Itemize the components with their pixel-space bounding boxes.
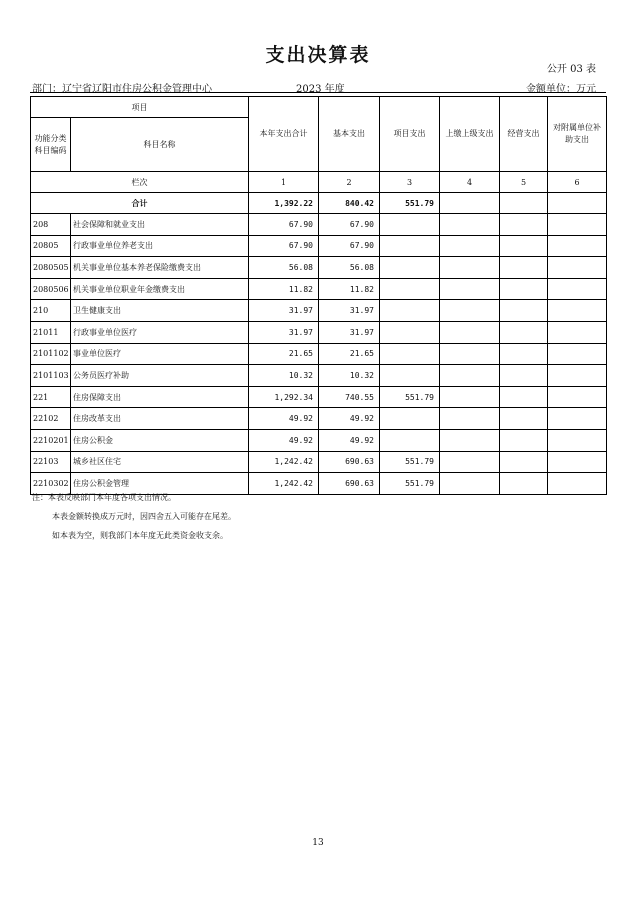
row-name: 机关事业单位基本养老保险缴费支出	[71, 257, 249, 279]
row-code: 22102	[31, 408, 71, 430]
row-project	[380, 321, 440, 343]
row-name: 卫生健康支出	[71, 300, 249, 322]
row-name: 行政事业单位养老支出	[71, 235, 249, 257]
empty-cell	[440, 193, 500, 214]
row-name: 住房保障支出	[71, 386, 249, 408]
row-project: 551.79	[380, 473, 440, 495]
row-code: 20805	[31, 235, 71, 257]
table-row	[31, 300, 607, 322]
row-basic: 56.08	[319, 257, 380, 279]
row-code: 2210201	[31, 429, 71, 451]
col-num: 3	[380, 172, 440, 193]
row-code: 221	[31, 386, 71, 408]
row-project	[380, 257, 440, 279]
row-name: 事业单位医疗	[71, 343, 249, 365]
row-basic: 690.63	[319, 451, 380, 473]
row-code: 2080506	[31, 278, 71, 300]
table-row	[31, 343, 607, 365]
row-basic: 31.97	[319, 300, 380, 322]
table-row	[31, 451, 607, 473]
row-project	[380, 235, 440, 257]
row-upload	[440, 343, 500, 365]
row-name: 住房公积金	[71, 429, 249, 451]
note-line: 如本表为空，则我部门本年度无此类资金收支余。	[52, 531, 228, 540]
row-total: 31.97	[249, 300, 319, 322]
row-business	[500, 451, 548, 473]
row-business	[500, 300, 548, 322]
total-value: 1,392.22	[249, 193, 319, 214]
page-number: 13	[312, 838, 324, 848]
row-name: 住房改革支出	[71, 408, 249, 430]
basic-header: 基本支出	[319, 97, 380, 172]
column-number-row	[31, 172, 607, 193]
row-project	[380, 300, 440, 322]
row-business	[500, 278, 548, 300]
item-group-header: 项目	[31, 97, 249, 118]
table-row	[31, 235, 607, 257]
table-row	[31, 278, 607, 300]
row-upload	[440, 300, 500, 322]
row-upload	[440, 278, 500, 300]
row-label-cell: 栏次	[31, 172, 249, 193]
row-name: 行政事业单位医疗	[71, 321, 249, 343]
total-label: 合计	[31, 193, 249, 214]
row-total: 56.08	[249, 257, 319, 279]
row-basic: 49.92	[319, 429, 380, 451]
row-name: 住房公积金管理	[71, 473, 249, 495]
name-header: 科目名称	[71, 118, 249, 172]
department-label: 部门：辽宁省辽阳市住房公积金管理中心	[32, 84, 212, 95]
row-subsidy	[548, 386, 607, 408]
col-num: 5	[500, 172, 548, 193]
expenditure-table	[30, 96, 607, 495]
row-project	[380, 278, 440, 300]
basic-total-value: 840.42	[319, 193, 380, 214]
row-name: 城乡社区住宅	[71, 451, 249, 473]
row-code: 2210302	[31, 473, 71, 495]
row-upload	[440, 429, 500, 451]
row-business	[500, 473, 548, 495]
row-upload	[440, 451, 500, 473]
row-project: 551.79	[380, 386, 440, 408]
row-subsidy	[548, 408, 607, 430]
row-total: 67.90	[249, 235, 319, 257]
business-header: 经营支出	[500, 97, 548, 172]
row-business	[500, 214, 548, 236]
row-basic: 21.65	[319, 343, 380, 365]
table-row	[31, 429, 607, 451]
col-num: 4	[440, 172, 500, 193]
page-title: 支出决算表	[265, 44, 371, 66]
note-line: 本表金额转换成万元时，因四舍五入可能存在尾差。	[52, 512, 236, 521]
upload-header: 上缴上级支出	[440, 97, 500, 172]
row-project	[380, 214, 440, 236]
footnotes	[32, 488, 236, 545]
row-upload	[440, 321, 500, 343]
row-business	[500, 257, 548, 279]
row-upload	[440, 408, 500, 430]
row-code: 210	[31, 300, 71, 322]
row-business	[500, 365, 548, 387]
row-business	[500, 408, 548, 430]
empty-cell	[500, 193, 548, 214]
row-code: 2080505	[31, 257, 71, 279]
row-name: 社会保障和就业支出	[71, 214, 249, 236]
row-project	[380, 408, 440, 430]
row-basic: 31.97	[319, 321, 380, 343]
row-basic: 67.90	[319, 214, 380, 236]
total-header: 本年支出合计	[249, 97, 319, 172]
table-row	[31, 386, 607, 408]
table-row	[31, 214, 607, 236]
row-upload	[440, 473, 500, 495]
table-row	[31, 408, 607, 430]
row-subsidy	[548, 321, 607, 343]
row-total: 1,242.42	[249, 473, 319, 495]
row-basic: 67.90	[319, 235, 380, 257]
row-basic: 10.32	[319, 365, 380, 387]
row-code: 2101103	[31, 365, 71, 387]
row-subsidy	[548, 429, 607, 451]
row-total: 21.65	[249, 343, 319, 365]
total-row	[31, 193, 607, 214]
fiscal-year: 2023 年度	[296, 84, 345, 95]
amount-unit: 金额单位：万元	[526, 84, 596, 95]
row-upload	[440, 257, 500, 279]
col-num: 1	[249, 172, 319, 193]
row-name: 机关事业单位职业年金缴费支出	[71, 278, 249, 300]
col-num: 6	[548, 172, 607, 193]
row-subsidy	[548, 278, 607, 300]
row-business	[500, 343, 548, 365]
row-subsidy	[548, 343, 607, 365]
empty-cell	[548, 193, 607, 214]
row-code: 22103	[31, 451, 71, 473]
row-basic: 690.63	[319, 473, 380, 495]
row-project	[380, 429, 440, 451]
note-line: 注：本表反映部门本年度各项支出情况。	[32, 493, 176, 502]
row-business	[500, 429, 548, 451]
row-code: 208	[31, 214, 71, 236]
row-code: 2101102	[31, 343, 71, 365]
row-name: 公务员医疗补助	[71, 365, 249, 387]
row-business	[500, 321, 548, 343]
table-row	[31, 257, 607, 279]
row-upload	[440, 365, 500, 387]
project-total-value: 551.79	[380, 193, 440, 214]
row-business	[500, 235, 548, 257]
project-header: 项目支出	[380, 97, 440, 172]
row-code: 21011	[31, 321, 71, 343]
row-basic: 49.92	[319, 408, 380, 430]
subsidy-header: 对附属单位补助支出	[548, 97, 607, 172]
header-rule	[30, 92, 606, 93]
row-subsidy	[548, 300, 607, 322]
row-subsidy	[548, 365, 607, 387]
row-total: 11.82	[249, 278, 319, 300]
row-basic: 11.82	[319, 278, 380, 300]
form-number: 公开 03 表	[546, 64, 596, 75]
row-subsidy	[548, 235, 607, 257]
row-project: 551.79	[380, 451, 440, 473]
row-total: 67.90	[249, 214, 319, 236]
row-subsidy	[548, 257, 607, 279]
row-business	[500, 386, 548, 408]
row-total: 49.92	[249, 408, 319, 430]
row-total: 49.92	[249, 429, 319, 451]
row-upload	[440, 386, 500, 408]
row-basic: 740.55	[319, 386, 380, 408]
table-row	[31, 365, 607, 387]
row-total: 1,292.34	[249, 386, 319, 408]
row-project	[380, 343, 440, 365]
row-subsidy	[548, 473, 607, 495]
header-group-row	[31, 97, 607, 118]
data-rows	[31, 214, 607, 495]
row-subsidy	[548, 451, 607, 473]
row-subsidy	[548, 214, 607, 236]
row-upload	[440, 214, 500, 236]
row-project	[380, 365, 440, 387]
row-total: 1,242.42	[249, 451, 319, 473]
code-header: 功能分类科目编码	[31, 118, 71, 172]
row-total: 31.97	[249, 321, 319, 343]
row-total: 10.32	[249, 365, 319, 387]
col-num: 2	[319, 172, 380, 193]
row-upload	[440, 235, 500, 257]
table-row	[31, 321, 607, 343]
